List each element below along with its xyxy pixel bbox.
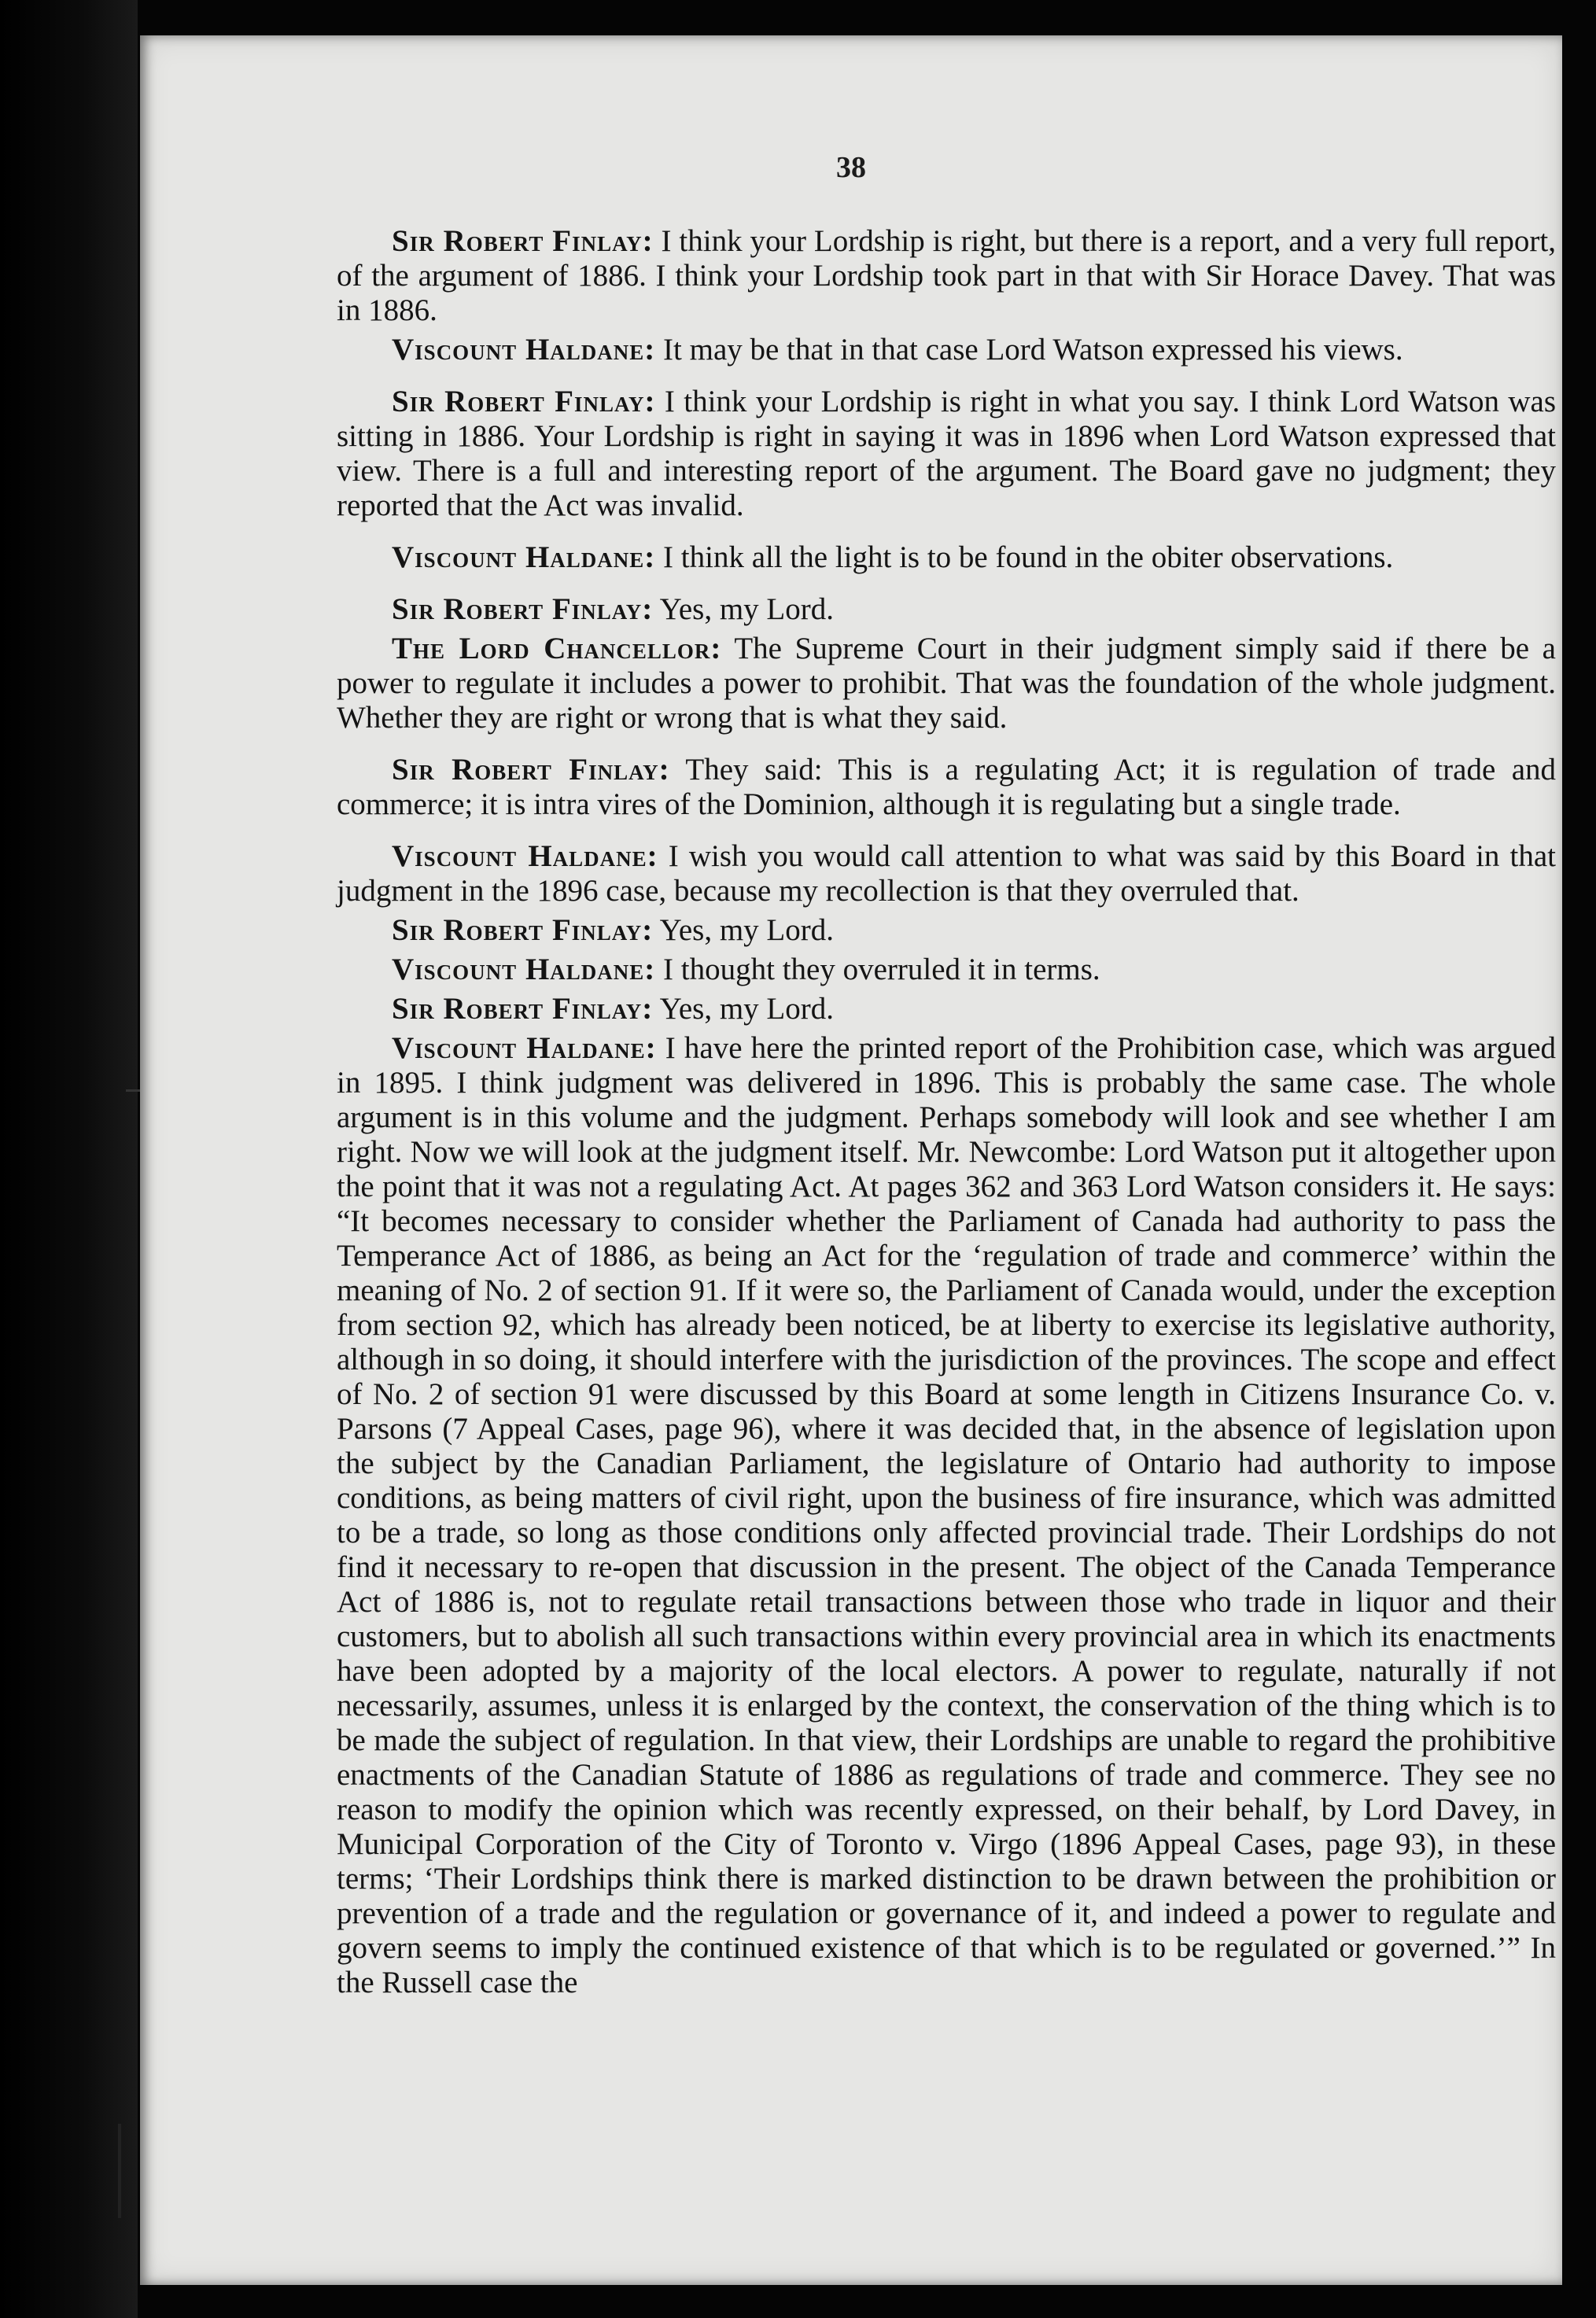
paragraph [337,1031,1556,2000]
speaker-name: Sir Robert Finlay: [392,385,656,418]
speech-text: I wish you would call attention to what was said by this Board in that judgment in the 1896 case, because my recollection is that they overruled that. [337,839,1557,908]
document-page [140,35,1562,2285]
speech-text: Yes, my Lord. [659,913,834,947]
paragraph [337,953,1556,987]
page-body [337,224,1556,2005]
speech-text: The Supreme Court in their judgment simply said if there be a power to regulate it includes a power to prohibit. That was the foundation of the whole judgment. Whether they are right or wrong that is what they said. [337,632,1556,735]
paragraph [337,333,1556,367]
speaker-name: Viscount Haldane: [392,540,656,574]
paragraph [337,839,1556,908]
paragraph [337,540,1556,575]
paragraph [337,992,1556,1026]
paragraph [337,385,1556,523]
paragraph [337,592,1556,627]
speech-text: I think all the light is to be found in the obiter observations. [663,540,1394,574]
speech-text: I thought they overruled it in terms. [663,953,1100,986]
speaker-name: Sir Robert Finlay: [392,753,670,787]
speech-text: Yes, my Lord. [659,992,834,1026]
speaker-name: Sir Robert Finlay: [392,913,654,947]
speaker-name: Viscount Haldane: [392,953,656,986]
speech-text: It may be that in that case Lord Watson expressed his views. [663,333,1403,367]
paragraph [337,224,1556,328]
speaker-name: Viscount Haldane: [392,839,658,873]
scan-artifact [126,1089,140,1092]
scan-artifact [118,2124,121,2218]
paragraph [337,753,1556,822]
speech-text: I have here the printed report of the Prohibition case, which was argued in 1895. I think judgment was delivered in 1896. This is probably the same case. The whole argument is in this volume and the judgment. Perhaps somebody will look and see whether I am right. Now we will look at the judgment itself. Mr. Newcombe: Lord Watson put it altogether upon the point that it was not a regulating Act. At pages 362 and 363 Lord Watson considers it. He says: “It becomes necessary to consider whether the Parliament of Canada had authority to pass the Temperance Act of 1886, as being an Act for the ‘regulation of trade and commerce’ within the meaning of No. 2 of section 91. If it were so, the Parliament of Canada would, under the exception from section 92, which has already been noticed, be at liberty to exercise its legislative authority, although in so doing, it should interfere with the jurisdiction of the provinces. The scope and effect of No. 2 of section 91 were discussed by this Board at some length in Citizens Insurance Co. v. Parsons (7 Appeal Cases, page 96), where it was decided that, in the absence of legislation upon the subject by the Canadian Parliament, the legislature of Ontario had authority to impose conditions, as being matters of civil right, upon the business of fire insurance, which was admitted to be a trade, so long as those conditions only affected provincial trade. Their Lordships do not find it necessary to re-open that discussion in the present. The object of the Canada Temperance Act of 1886 is, not to regulate retail transactions between those who trade in liquor and their customers, but to abolish all such transactions within every provincial area in which its enactments have been adopted by a majority of the local electors. A power to regulate, naturally if not necessarily, assumes, unless it is enlarged by the context, the conservation of the thing which is to be made the subject of regulation. In that view, their Lordships are unable to regard the prohibitive enactments of the Canadian Statute of 1886 as regulations of trade and commerce. They see no reason to modify the opinion which was recently expressed, on their behalf, by Lord Davey, in Municipal Corporation of the City of Toronto v. Virgo (1896 Appeal Cases, page 93), in these terms; ‘Their Lordships think there is marked distinction to be drawn between the prohibition or prevention of a trade and the regulation or governance of it, and indeed a power to regulate and govern seems to imply the continued existence of that which is to be regulated or governed.’” In the Russell case the [337,1031,1557,1999]
speaker-name: The Lord Chancellor: [392,632,722,665]
speaker-name: Sir Robert Finlay: [392,224,654,258]
paragraph [337,632,1556,735]
speech-text: I think your Lordship is right, but there is a report, and a very full report, of the argument of 1886. I think your Lordship took part in that with Sir Horace Davey. That was in 1886. [337,224,1557,327]
paragraph [337,913,1556,948]
speaker-name: Sir Robert Finlay: [392,592,654,626]
scan-margin [0,0,138,2318]
speaker-name: Sir Robert Finlay: [392,992,654,1026]
speech-text: Yes, my Lord. [659,592,834,626]
speech-text: I think your Lordship is right in what you say. I think Lord Watson was sitting in 1886. Your Lordship is right in saying it was in 1896 when Lord Watson expressed that view. There is a full and interesting report of the argument. The Board gave no judgment; they reported that the Act was invalid. [337,385,1557,522]
speech-text: They said: This is a regulating Act; it is regulation of trade and commerce; it is intra vires of the Dominion, although it is regulating but a single trade. [337,753,1557,821]
page-number: 38 [836,151,866,184]
speaker-name: Viscount Haldane: [392,333,656,367]
speaker-name: Viscount Haldane: [392,1031,657,1065]
